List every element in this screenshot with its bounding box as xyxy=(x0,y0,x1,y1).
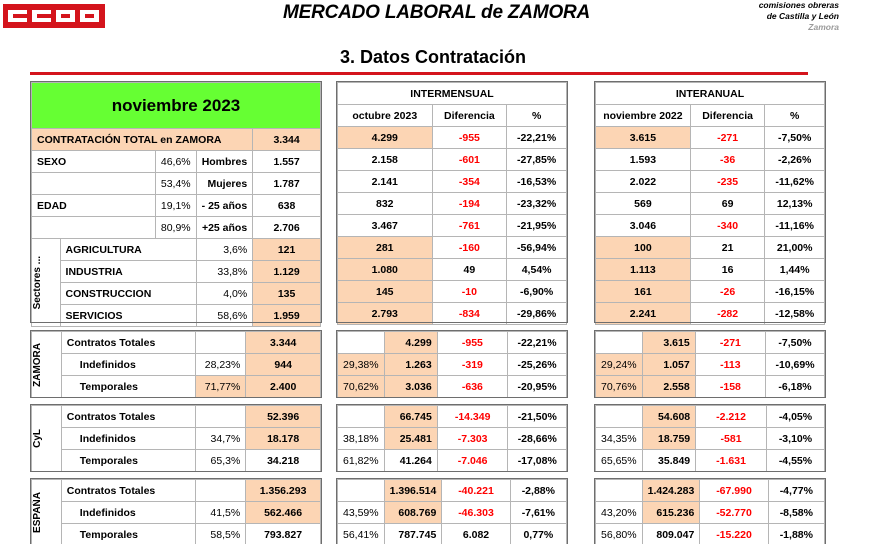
share-value xyxy=(338,480,385,502)
contract-value: 1.356.293 xyxy=(246,480,321,502)
period-value: 4.299 xyxy=(384,332,437,354)
contract-label: Temporales xyxy=(61,524,196,544)
org-line-2: de Castilla y León xyxy=(766,11,839,21)
pct-value: -7,50% xyxy=(766,332,825,354)
share-value xyxy=(596,406,643,428)
difference-value: -7.046 xyxy=(437,450,508,472)
page-header-title: MERCADO LABORAL de ZAMORA xyxy=(283,2,591,23)
period-value: 4.299 xyxy=(338,127,433,149)
pct-header: % xyxy=(765,105,825,127)
difference-value: -2.212 xyxy=(696,406,767,428)
difference-value: -160 xyxy=(432,237,507,259)
intermensual-title: INTERMENSUAL xyxy=(338,83,567,105)
section-title: 3. Datos Contratación xyxy=(340,47,527,67)
sectores-label: Sectores ... xyxy=(32,255,43,310)
contract-label: Temporales xyxy=(61,376,196,398)
sector-label: CONSTRUCCION xyxy=(60,283,196,305)
difference-value: -955 xyxy=(432,127,507,149)
pct-value: 21,00% xyxy=(765,237,825,259)
period-value: 18.759 xyxy=(642,428,696,450)
difference-header: Diferencia xyxy=(690,105,765,127)
difference-value: -271 xyxy=(690,127,765,149)
pct-value: 0,77% xyxy=(510,524,566,544)
contract-label: Temporales xyxy=(61,450,196,472)
share-value: 38,18% xyxy=(338,428,385,450)
pct-value: -28,66% xyxy=(508,428,567,450)
pct-value: -10,69% xyxy=(766,354,825,376)
difference-value: -955 xyxy=(437,332,507,354)
contract-pct xyxy=(196,406,246,428)
difference-value: -40.221 xyxy=(442,480,510,502)
ccoo-logo xyxy=(3,4,105,28)
sexo-category: Mujeres xyxy=(196,173,253,195)
edad-value: 638 xyxy=(253,195,321,217)
share-value: 34,35% xyxy=(596,428,643,450)
contract-pct xyxy=(196,480,246,502)
difference-header: Diferencia xyxy=(432,105,507,127)
period-value: 2.022 xyxy=(596,171,691,193)
pct-value: 12,13% xyxy=(765,193,825,215)
share-value xyxy=(338,332,385,354)
pct-value: -27,85% xyxy=(507,149,567,171)
sexo-pct: 53,4% xyxy=(155,173,196,195)
difference-value: 69 xyxy=(690,193,765,215)
period-value: 2.558 xyxy=(642,376,695,398)
period-header: noviembre 2022 xyxy=(596,105,691,127)
share-value: 56,80% xyxy=(596,524,643,544)
difference-value: -36 xyxy=(690,149,765,171)
intermensual-cyl-table xyxy=(337,405,567,472)
difference-value: -52.770 xyxy=(700,502,768,524)
pct-value: -16,53% xyxy=(507,171,567,193)
pct-value: -29,86% xyxy=(507,303,567,325)
contract-pct: 65,3% xyxy=(196,450,246,472)
share-value: 70,76% xyxy=(596,376,643,398)
difference-value: -15.220 xyxy=(700,524,768,544)
period-value: 41.264 xyxy=(384,450,437,472)
contract-value: 34.218 xyxy=(246,450,321,472)
sexo-value: 1.787 xyxy=(253,173,321,195)
period-value: 809.047 xyxy=(642,524,700,544)
pct-value: 1,44% xyxy=(765,259,825,281)
contract-value: 944 xyxy=(246,354,321,376)
intermensual-table xyxy=(337,82,567,325)
zamora-label: ZAMORA xyxy=(32,342,43,387)
difference-value: 21 xyxy=(690,237,765,259)
pct-value: -22,21% xyxy=(507,127,567,149)
difference-value: 49 xyxy=(432,259,507,281)
cyl-table xyxy=(31,405,321,472)
sexo-value: 1.557 xyxy=(253,151,321,173)
period-value: 35.849 xyxy=(642,450,696,472)
pct-value: -2,88% xyxy=(510,480,566,502)
difference-value: 6.082 xyxy=(442,524,510,544)
contract-pct xyxy=(196,332,246,354)
difference-value: -1.631 xyxy=(696,450,767,472)
difference-value: -194 xyxy=(432,193,507,215)
pct-value: -3,10% xyxy=(766,428,824,450)
contract-value: 2.400 xyxy=(246,376,321,398)
share-value: 61,82% xyxy=(338,450,385,472)
difference-value: -271 xyxy=(695,332,765,354)
contract-value: 3.344 xyxy=(246,332,321,354)
pct-value: -21,95% xyxy=(507,215,567,237)
pct-value: -25,26% xyxy=(508,354,567,376)
period-value: 615.236 xyxy=(642,502,700,524)
difference-value: -601 xyxy=(432,149,507,171)
espana-table xyxy=(31,479,321,544)
difference-value: -67.990 xyxy=(700,480,768,502)
difference-value: -113 xyxy=(695,354,765,376)
difference-value: -834 xyxy=(432,303,507,325)
difference-value: -235 xyxy=(690,171,765,193)
share-value: 70,62% xyxy=(338,376,385,398)
period-value: 2.793 xyxy=(338,303,433,325)
difference-value: -26 xyxy=(690,281,765,303)
pct-value: -11,16% xyxy=(765,215,825,237)
sector-value: 1.129 xyxy=(253,261,321,283)
difference-value: -282 xyxy=(690,303,765,325)
share-value: 43,20% xyxy=(596,502,643,524)
pct-value: -4,05% xyxy=(766,406,824,428)
contract-pct: 71,77% xyxy=(196,376,246,398)
contract-label: Contratos Totales xyxy=(61,406,196,428)
sector-pct: 3,6% xyxy=(196,239,253,261)
pct-value: -7,61% xyxy=(510,502,566,524)
pct-value: -8,58% xyxy=(768,502,824,524)
sexo-pct: 46,6% xyxy=(155,151,196,173)
pct-value: -56,94% xyxy=(507,237,567,259)
difference-value: -14.349 xyxy=(437,406,508,428)
difference-value: -340 xyxy=(690,215,765,237)
pct-value: -23,32% xyxy=(507,193,567,215)
sector-label: INDUSTRIA xyxy=(60,261,196,283)
period-value: 1.424.283 xyxy=(642,480,700,502)
pct-value: -2,26% xyxy=(765,149,825,171)
contract-label: Contratos Totales xyxy=(61,480,196,502)
period-value: 608.769 xyxy=(384,502,442,524)
pct-value: -12,58% xyxy=(765,303,825,325)
sector-value: 1.959 xyxy=(253,305,321,327)
total-value: 3.344 xyxy=(253,129,321,151)
period-value: 100 xyxy=(596,237,691,259)
interanual-cyl-table xyxy=(595,405,825,472)
interanual-zamora-table xyxy=(595,331,825,398)
pct-value: -4,77% xyxy=(768,480,824,502)
pct-value: 4,54% xyxy=(507,259,567,281)
contract-label: Indefinidos xyxy=(61,502,196,524)
difference-value: -46.303 xyxy=(442,502,510,524)
share-value: 65,65% xyxy=(596,450,643,472)
period-value: 1.593 xyxy=(596,149,691,171)
pct-value: -21,50% xyxy=(508,406,567,428)
intermensual-espana-table xyxy=(337,479,567,544)
period-value: 1.396.514 xyxy=(384,480,442,502)
share-value xyxy=(338,406,385,428)
pct-value: -6,90% xyxy=(507,281,567,303)
zamora-table xyxy=(31,331,321,398)
difference-value: -581 xyxy=(696,428,767,450)
intermensual-zamora-table xyxy=(337,331,567,398)
contract-pct: 28,23% xyxy=(196,354,246,376)
period-value: 25.481 xyxy=(384,428,437,450)
contract-label: Contratos Totales xyxy=(61,332,196,354)
edad-pct: 80,9% xyxy=(155,217,196,239)
edad-label: EDAD xyxy=(32,195,156,217)
pct-value: -4,55% xyxy=(766,450,824,472)
sector-pct: 33,8% xyxy=(196,261,253,283)
contract-pct: 34,7% xyxy=(196,428,246,450)
sexo-label: SEXO xyxy=(32,151,156,173)
edad-category: - 25 años xyxy=(196,195,253,217)
period-header: octubre 2023 xyxy=(338,105,433,127)
sector-label: SERVICIOS xyxy=(60,305,196,327)
edad-category: +25 años xyxy=(196,217,253,239)
pct-value: -1,88% xyxy=(768,524,824,544)
contract-value: 52.396 xyxy=(246,406,321,428)
period-value: 3.036 xyxy=(384,376,437,398)
difference-value: -354 xyxy=(432,171,507,193)
difference-value: -7.303 xyxy=(437,428,508,450)
contract-value: 18.178 xyxy=(246,428,321,450)
difference-value: -636 xyxy=(437,376,507,398)
espana-label: ESPAÑA xyxy=(32,492,43,533)
pct-value: -6,18% xyxy=(766,376,825,398)
cyl-label: CyL xyxy=(32,429,43,448)
difference-value: -319 xyxy=(437,354,507,376)
share-value: 29,38% xyxy=(338,354,385,376)
period-value: 2.241 xyxy=(596,303,691,325)
pct-value: -7,50% xyxy=(765,127,825,149)
period-value: 2.141 xyxy=(338,171,433,193)
contract-pct: 58,5% xyxy=(196,524,246,544)
period-value: 2.158 xyxy=(338,149,433,171)
interanual-title: INTERANUAL xyxy=(596,83,825,105)
contract-value: 793.827 xyxy=(246,524,321,544)
period-value: 3.467 xyxy=(338,215,433,237)
org-line-1: comisiones obreras xyxy=(758,0,839,10)
period-value: 281 xyxy=(338,237,433,259)
sector-label: AGRICULTURA xyxy=(60,239,196,261)
period-value: 1.263 xyxy=(384,354,437,376)
org-region: Zamora xyxy=(808,22,839,32)
period-value: 3.615 xyxy=(596,127,691,149)
total-label: CONTRATACIÓN TOTAL en ZAMORA xyxy=(32,129,253,151)
period-value: 1.113 xyxy=(596,259,691,281)
period-value: 3.615 xyxy=(642,332,695,354)
contract-label: Indefinidos xyxy=(61,354,196,376)
pct-value: -17,08% xyxy=(508,450,567,472)
edad-pct: 19,1% xyxy=(155,195,196,217)
share-value xyxy=(596,480,643,502)
period-value: 145 xyxy=(338,281,433,303)
period-value: 569 xyxy=(596,193,691,215)
difference-value: -158 xyxy=(695,376,765,398)
period-value: 3.046 xyxy=(596,215,691,237)
share-value: 43,59% xyxy=(338,502,385,524)
pct-value: -16,15% xyxy=(765,281,825,303)
main-data-table xyxy=(31,82,321,327)
period-value: 1.057 xyxy=(642,354,695,376)
period-value: 787.745 xyxy=(384,524,442,544)
share-value: 29,24% xyxy=(596,354,643,376)
sector-pct: 4,0% xyxy=(196,283,253,305)
difference-value: 16 xyxy=(690,259,765,281)
sector-value: 135 xyxy=(253,283,321,305)
period-value: 54.608 xyxy=(642,406,696,428)
pct-header: % xyxy=(507,105,567,127)
difference-value: -10 xyxy=(432,281,507,303)
period-value: 1.080 xyxy=(338,259,433,281)
org-name xyxy=(759,0,839,33)
interanual-table xyxy=(595,82,825,325)
contract-pct: 41,5% xyxy=(196,502,246,524)
sexo-category: Hombres xyxy=(196,151,253,173)
pct-value: -22,21% xyxy=(508,332,567,354)
period-value: 66.745 xyxy=(384,406,437,428)
interanual-espana-table xyxy=(595,479,825,544)
contract-value: 562.466 xyxy=(246,502,321,524)
sector-pct: 58,6% xyxy=(196,305,253,327)
difference-value: -761 xyxy=(432,215,507,237)
month-label: noviembre 2023 xyxy=(32,83,321,129)
sector-value: 121 xyxy=(253,239,321,261)
pct-value: -11,62% xyxy=(765,171,825,193)
header-divider xyxy=(30,72,808,75)
edad-value: 2.706 xyxy=(253,217,321,239)
share-value: 56,41% xyxy=(338,524,385,544)
contract-label: Indefinidos xyxy=(61,428,196,450)
period-value: 161 xyxy=(596,281,691,303)
pct-value: -20,95% xyxy=(508,376,567,398)
period-value: 832 xyxy=(338,193,433,215)
share-value xyxy=(596,332,643,354)
